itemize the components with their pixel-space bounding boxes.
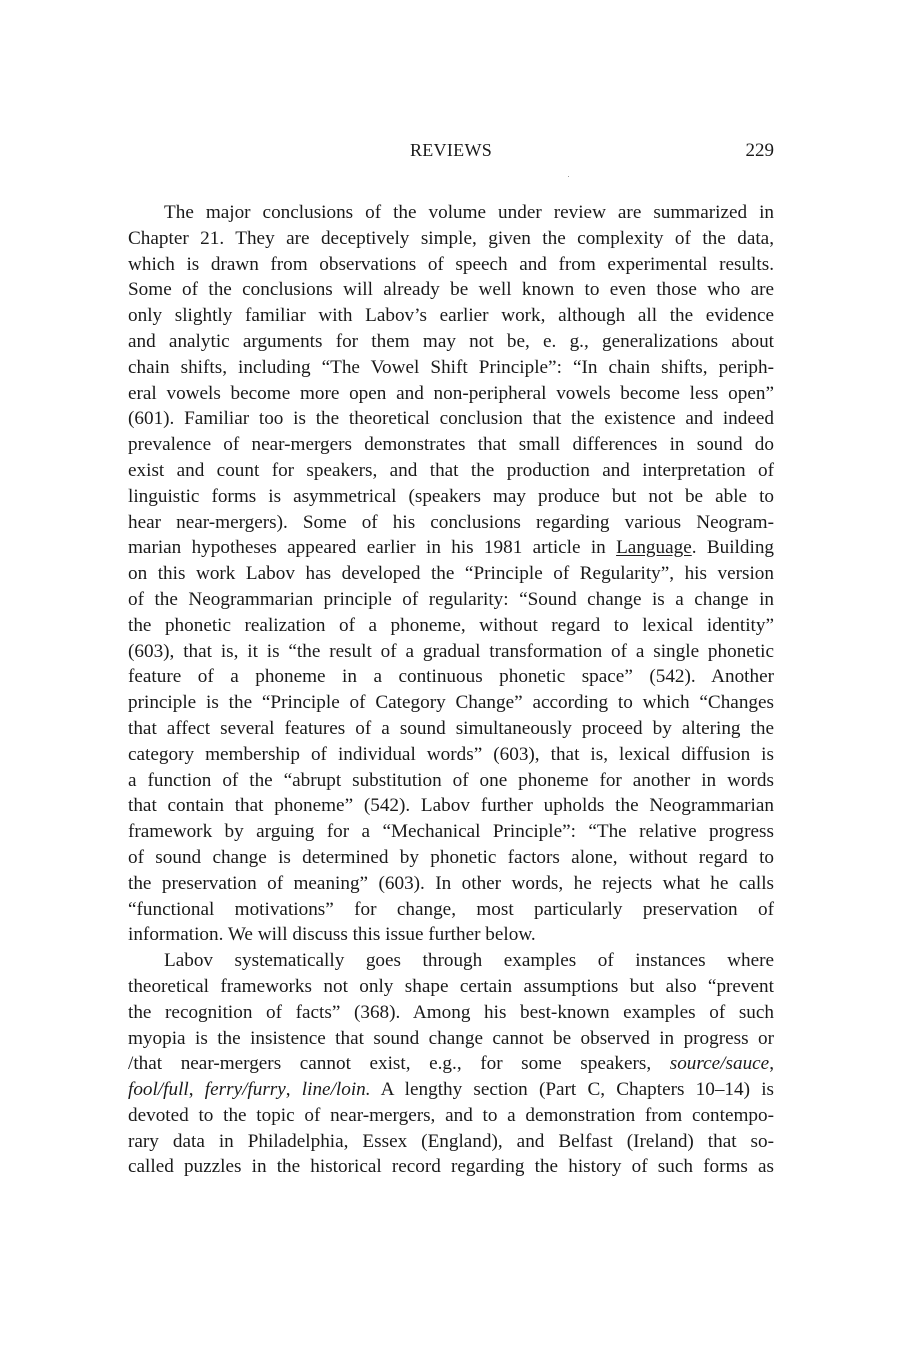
text-segment: marian hypotheses appeared earlier in his 1981 article in (128, 537, 617, 559)
text-segment: , (769, 1053, 774, 1075)
text-line: a function of the “abrupt substitution of one phoneme for another in words (128, 769, 774, 791)
text-line: rary data in Philadelphia, Essex (England), and Belfast (Ireland) that so- (128, 1130, 774, 1152)
text-segment: A lengthy section (Part C, Chapters 10–14) is (370, 1079, 775, 1101)
text-line: only slightly familiar with Labov’s earlier work, although all the evidence (128, 305, 774, 327)
running-head (128, 140, 774, 164)
body-text (128, 200, 774, 1180)
text-line: the preservation of meaning” (603). In other words, he rejects what he calls (128, 872, 774, 894)
text-line (128, 1051, 774, 1077)
example-word-pair: source/sauce (669, 1053, 770, 1075)
example-word-pair: ferry/furry (204, 1079, 286, 1101)
page-number: 229 (745, 140, 774, 161)
text-line: Some of the conclusions will already be well known to even those who are (128, 279, 774, 301)
text-line: Chapter 21. They are deceptively simple, given the complexity of the data, (128, 227, 774, 249)
text-line: on this work Labov has developed the “Principle of Regularity”, his version (128, 563, 774, 585)
journal-title-language: Language (616, 537, 692, 559)
text-line: prevalence of near-mergers demonstrates that small differences in sound do (128, 434, 774, 456)
text-line: myopia is the insistence that sound change cannot be observed in progress or (128, 1027, 774, 1049)
paragraph-2 (128, 948, 774, 1180)
text-line: the recognition of facts” (368). Among his best-known examples of such (128, 1001, 774, 1023)
text-line: called puzzles in the historical record regarding the history of such forms as (128, 1156, 774, 1178)
text-line: (601). Familiar too is the theoretical conclusion that the existence and indeed (128, 408, 774, 430)
text-segment: . Building (691, 537, 775, 559)
text-line: and analytic arguments for them may not be, e. g., generalizations about (128, 330, 774, 352)
text-segment: , (188, 1079, 205, 1101)
text-line: framework by arguing for a “Mechanical Principle”: “The relative progress (128, 821, 774, 843)
text-line: of sound change is determined by phonetic factors alone, without regard to (128, 846, 774, 868)
text-line: hear near-mergers). Some of his conclusions regarding various Neogram- (128, 511, 774, 533)
text-line: linguistic forms is asymmetrical (speakers may produce but not be able to (128, 485, 774, 507)
text-line: “functional motivations” for change, most particularly preservation of (128, 898, 774, 920)
text-line: exist and count for speakers, and that the production and interpretation of (128, 459, 774, 481)
text-segment: , (285, 1079, 302, 1101)
text-line: The major conclusions of the volume under review are summarized in (164, 202, 774, 223)
text-segment: /that near-mergers cannot exist, e.g., for some speakers, (128, 1053, 670, 1075)
text-line: which is drawn from observations of speech and from experimental results. (128, 253, 774, 275)
running-title: REVIEWS (409, 140, 493, 160)
text-line: information. We will discuss this issue further below. (128, 924, 536, 946)
text-line: devoted to the topic of near-mergers, and to a demonstration from contempo- (128, 1104, 774, 1126)
text-line: that affect several features of a sound simultaneously proceed by altering the (128, 717, 774, 739)
example-word-pair: line/loin. (301, 1079, 371, 1101)
text-line: Labov systematically goes through examples of instances where (164, 950, 774, 972)
text-line: that contain that phoneme” (542). Labov further upholds the Neogrammarian (128, 795, 774, 817)
text-line: the phonetic realization of a phoneme, without regard to lexical identity” (128, 614, 774, 636)
text-line: feature of a phoneme in a continuous phonetic space” (542). Another (128, 666, 774, 688)
text-line: of the Neogrammarian principle of regularity: “Sound change is a change in (128, 588, 774, 610)
text-line: eral vowels become more open and non-peripheral vowels become less open” (128, 382, 774, 404)
text-line: chain shifts, including “The Vowel Shift Principle”: “In chain shifts, periph- (128, 356, 774, 378)
scan-speck (568, 176, 569, 177)
text-line: principle is the “Principle of Category Change” according to which “Changes (128, 692, 774, 714)
text-line (128, 1077, 774, 1103)
paragraph-1 (128, 200, 774, 948)
text-line: category membership of individual words” (603), that is, lexical diffusion is (128, 743, 774, 765)
text-line: (603), that is, it is “the result of a gradual transformation of a single phonetic (128, 640, 774, 662)
text-line (128, 535, 774, 561)
text-line: theoretical frameworks not only shape certain assumptions but also “prevent (128, 975, 774, 997)
example-word-pair: fool/full (128, 1079, 189, 1101)
